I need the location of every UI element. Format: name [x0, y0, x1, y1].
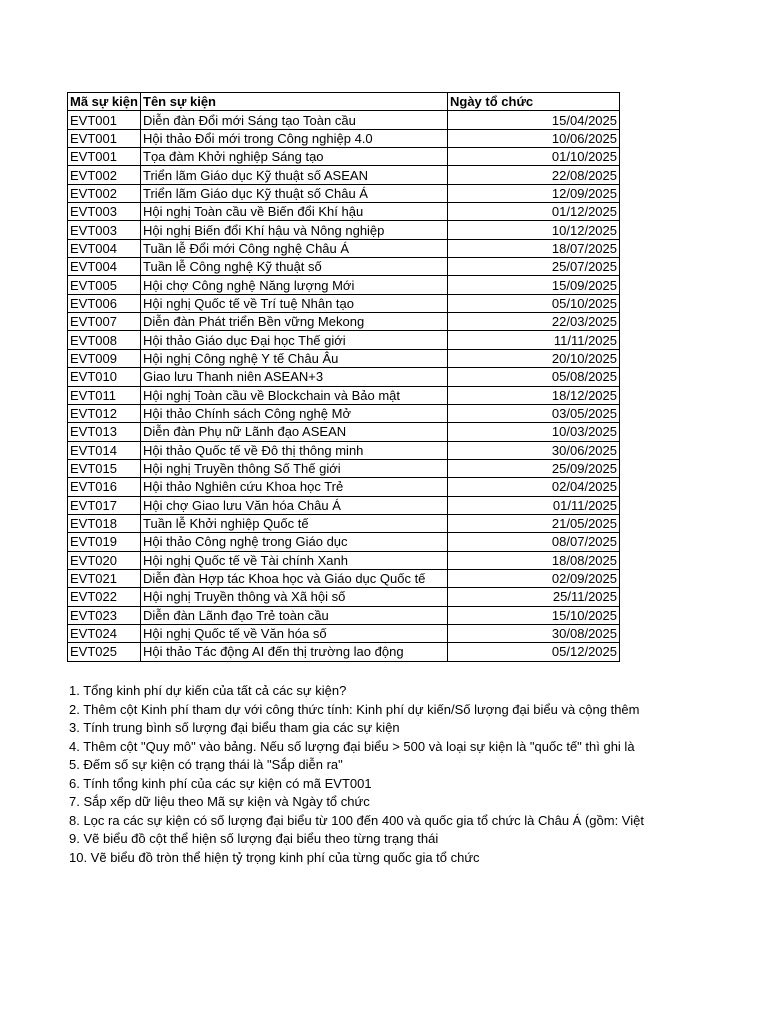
table-row [68, 588, 620, 606]
cell-event-name: Hội nghị Công nghệ Y tế Châu Âu [141, 349, 448, 367]
cell-event-id: EVT004 [68, 239, 141, 257]
table-row [68, 276, 620, 294]
cell-event-name: Giao lưu Thanh niên ASEAN+3 [141, 368, 448, 386]
table-row [68, 258, 620, 276]
question-item: 1. Tổng kinh phí dự kiến của tất cả các sự kiện? [69, 683, 347, 698]
table-body [68, 111, 620, 661]
cell-event-id: EVT002 [68, 184, 141, 202]
question-item: 7. Sắp xếp dữ liệu theo Mã sự kiện và Ngày tổ chức [69, 794, 370, 809]
cell-event-name: Hội nghị Toàn cầu về Biến đổi Khí hậu [141, 203, 448, 221]
question-item: 10. Vẽ biểu đồ tròn thể hiện tỷ trọng kinh phí của từng quốc gia tổ chức [69, 849, 480, 865]
cell-event-name: Diễn đàn Phát triển Bền vững Mekong [141, 313, 448, 331]
table-row [68, 331, 620, 349]
cell-event-date: 21/05/2025 [448, 514, 620, 532]
cell-event-id: EVT023 [68, 606, 141, 624]
cell-event-id: EVT001 [68, 111, 141, 129]
cell-event-date: 01/12/2025 [448, 203, 620, 221]
cell-event-date: 22/03/2025 [448, 313, 620, 331]
cell-event-date: 02/04/2025 [448, 478, 620, 496]
cell-event-id: EVT008 [68, 331, 141, 349]
cell-event-id: EVT019 [68, 533, 141, 551]
table-row [68, 313, 620, 331]
table-row [68, 441, 620, 459]
cell-event-date: 15/10/2025 [448, 606, 620, 624]
table-row [68, 606, 620, 624]
table-row [68, 643, 620, 661]
cell-event-date: 25/07/2025 [448, 258, 620, 276]
table-row [68, 129, 620, 147]
table-row [68, 111, 620, 129]
table-row [68, 478, 620, 496]
cell-event-date: 01/10/2025 [448, 148, 620, 166]
header-event-id: Mã sự kiện [68, 93, 141, 111]
cell-event-id: EVT004 [68, 258, 141, 276]
cell-event-name: Diễn đàn Hợp tác Khoa học và Giáo dục Quốc tế [141, 569, 448, 587]
events-table [67, 92, 620, 662]
cell-event-name: Hội chợ Công nghệ Năng lượng Mới [141, 276, 448, 294]
cell-event-date: 15/09/2025 [448, 276, 620, 294]
cell-event-date: 05/10/2025 [448, 294, 620, 312]
table-row [68, 496, 620, 514]
cell-event-date: 08/07/2025 [448, 533, 620, 551]
table-row [68, 624, 620, 642]
cell-event-date: 05/08/2025 [448, 368, 620, 386]
cell-event-id: EVT003 [68, 203, 141, 221]
cell-event-id: EVT001 [68, 129, 141, 147]
cell-event-name: Diễn đàn Phụ nữ Lãnh đạo ASEAN [141, 423, 448, 441]
cell-event-name: Hội nghị Truyền thông và Xã hội số [141, 588, 448, 606]
cell-event-date: 12/09/2025 [448, 184, 620, 202]
cell-event-name: Tuần lễ Khởi nghiệp Quốc tế [141, 514, 448, 532]
table-row [68, 349, 620, 367]
header-event-date: Ngày tổ chức [448, 93, 620, 111]
cell-event-name: Hội nghị Quốc tế về Văn hóa số [141, 624, 448, 642]
cell-event-id: EVT011 [68, 386, 141, 404]
table-row [68, 533, 620, 551]
cell-event-name: Hội nghị Toàn cầu về Blockchain và Bảo mật [141, 386, 448, 404]
cell-event-id: EVT003 [68, 221, 141, 239]
cell-event-id: EVT007 [68, 313, 141, 331]
table-row [68, 294, 620, 312]
cell-event-name: Diễn đàn Đổi mới Sáng tạo Toàn cầu [141, 111, 448, 129]
cell-event-name: Tuần lễ Đổi mới Công nghệ Châu Á [141, 239, 448, 257]
cell-event-date: 18/07/2025 [448, 239, 620, 257]
cell-event-date: 25/09/2025 [448, 459, 620, 477]
cell-event-id: EVT020 [68, 551, 141, 569]
cell-event-name: Diễn đàn Lãnh đạo Trẻ toàn cầu [141, 606, 448, 624]
cell-event-name: Hội nghị Biến đổi Khí hậu và Nông nghiệp [141, 221, 448, 239]
question-item: 5. Đếm số sự kiện có trạng thái là "Sắp diễn ra" [69, 757, 343, 772]
cell-event-id: EVT009 [68, 349, 141, 367]
table-row [68, 569, 620, 587]
cell-event-date: 25/11/2025 [448, 588, 620, 606]
cell-event-name: Hội thảo Quốc tế về Đô thị thông minh [141, 441, 448, 459]
question-item: 2. Thêm cột Kinh phí tham dự với công thức tính: Kinh phí dự kiến/Số lượng đại biểu và cộng thêm [69, 701, 640, 717]
cell-event-name: Hội thảo Tác động AI đến thị trường lao động [141, 643, 448, 661]
cell-event-id: EVT025 [68, 643, 141, 661]
cell-event-name: Hội thảo Giáo dục Đại học Thế giới [141, 331, 448, 349]
cell-event-id: EVT001 [68, 148, 141, 166]
cell-event-date: 05/12/2025 [448, 643, 620, 661]
cell-event-date: 18/08/2025 [448, 551, 620, 569]
cell-event-name: Hội thảo Nghiên cứu Khoa học Trẻ [141, 478, 448, 496]
header-row [68, 93, 620, 111]
cell-event-id: EVT005 [68, 276, 141, 294]
cell-event-name: Hội thảo Đổi mới trong Công nghiệp 4.0 [141, 129, 448, 147]
cell-event-id: EVT006 [68, 294, 141, 312]
cell-event-date: 30/06/2025 [448, 441, 620, 459]
cell-event-id: EVT013 [68, 423, 141, 441]
cell-event-date: 10/12/2025 [448, 221, 620, 239]
cell-event-name: Hội thảo Công nghệ trong Giáo dục [141, 533, 448, 551]
table-row [68, 404, 620, 422]
cell-event-date: 18/12/2025 [448, 386, 620, 404]
cell-event-date: 02/09/2025 [448, 569, 620, 587]
cell-event-date: 30/08/2025 [448, 624, 620, 642]
table-row [68, 386, 620, 404]
cell-event-name: Triển lãm Giáo dục Kỹ thuật số Châu Á [141, 184, 448, 202]
cell-event-date: 10/06/2025 [448, 129, 620, 147]
table-row [68, 184, 620, 202]
question-item: 9. Vẽ biểu đồ cột thể hiện số lượng đại biểu theo từng trạng thái [69, 831, 439, 846]
cell-event-id: EVT017 [68, 496, 141, 514]
cell-event-date: 11/11/2025 [448, 331, 620, 349]
cell-event-date: 22/08/2025 [448, 166, 620, 184]
question-item: 6. Tính tổng kinh phí của các sự kiện có mã EVT001 [69, 775, 372, 791]
cell-event-id: EVT021 [68, 569, 141, 587]
table-row [68, 423, 620, 441]
table-row [68, 166, 620, 184]
cell-event-name: Hội nghị Quốc tế về Trí tuệ Nhân tạo [141, 294, 448, 312]
cell-event-date: 01/11/2025 [448, 496, 620, 514]
question-item: 8. Lọc ra các sự kiện có số lượng đại biểu từ 100 đến 400 và quốc gia tổ chức là Châu Á (gồm: Việt [69, 812, 644, 828]
cell-event-name: Triển lãm Giáo dục Kỹ thuật số ASEAN [141, 166, 448, 184]
cell-event-date: 10/03/2025 [448, 423, 620, 441]
cell-event-id: EVT012 [68, 404, 141, 422]
question-item: 4. Thêm cột "Quy mô" vào bảng. Nếu số lượng đại biểu > 500 và loại sự kiện là "quốc tế" thì ghi là [69, 738, 635, 754]
table-row [68, 221, 620, 239]
cell-event-id: EVT016 [68, 478, 141, 496]
cell-event-id: EVT022 [68, 588, 141, 606]
table-row [68, 368, 620, 386]
header-event-name: Tên sự kiện [141, 93, 448, 111]
table-row [68, 148, 620, 166]
cell-event-name: Hội chợ Giao lưu Văn hóa Châu Á [141, 496, 448, 514]
cell-event-id: EVT010 [68, 368, 141, 386]
cell-event-date: 20/10/2025 [448, 349, 620, 367]
cell-event-name: Hội thảo Chính sách Công nghệ Mở [141, 404, 448, 422]
cell-event-id: EVT015 [68, 459, 141, 477]
table-row [68, 239, 620, 257]
cell-event-name: Tuần lễ Công nghệ Kỹ thuật số [141, 258, 448, 276]
cell-event-name: Hội nghị Quốc tế về Tài chính Xanh [141, 551, 448, 569]
question-list [69, 682, 759, 867]
table-row [68, 514, 620, 532]
table-row [68, 203, 620, 221]
cell-event-name: Hội nghị Truyền thông Số Thế giới [141, 459, 448, 477]
cell-event-id: EVT014 [68, 441, 141, 459]
cell-event-id: EVT018 [68, 514, 141, 532]
cell-event-date: 03/05/2025 [448, 404, 620, 422]
cell-event-id: EVT024 [68, 624, 141, 642]
cell-event-date: 15/04/2025 [448, 111, 620, 129]
table-row [68, 459, 620, 477]
cell-event-id: EVT002 [68, 166, 141, 184]
cell-event-name: Tọa đàm Khởi nghiệp Sáng tạo [141, 148, 448, 166]
question-item: 3. Tính trung bình số lượng đại biểu tham gia các sự kiện [69, 720, 400, 735]
table-row [68, 551, 620, 569]
